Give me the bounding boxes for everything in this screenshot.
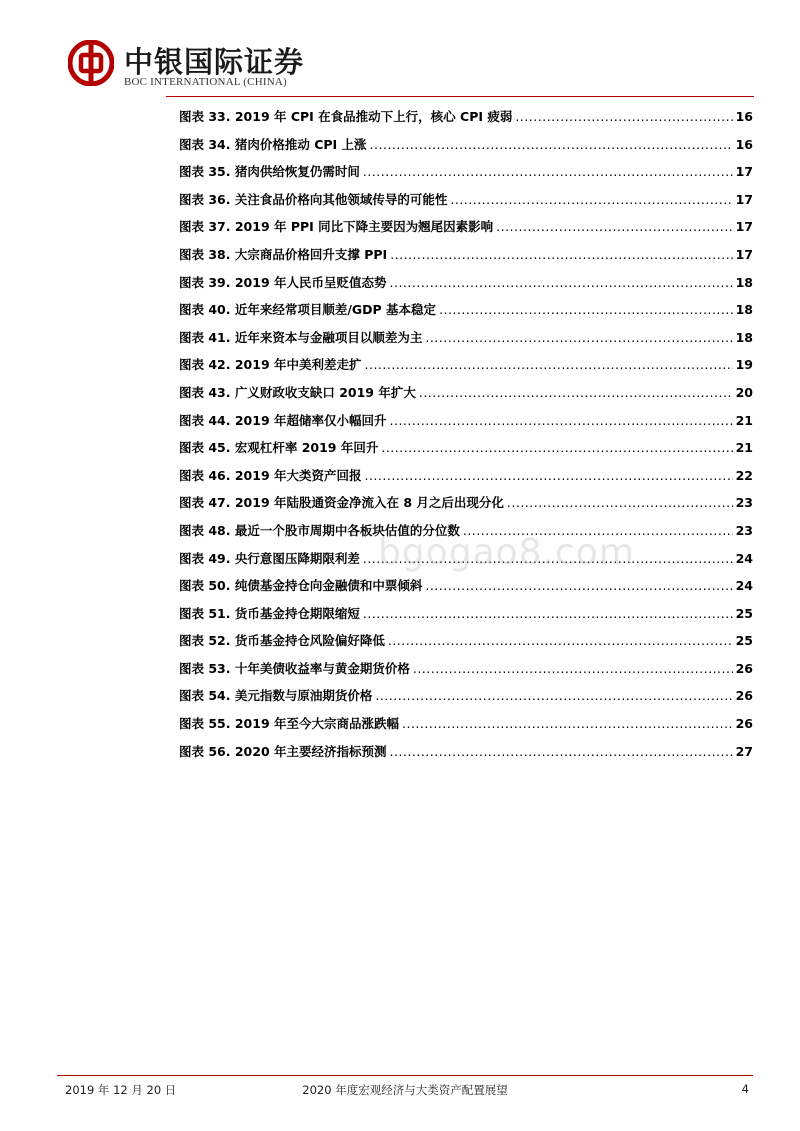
toc-entry[interactable] xyxy=(179,600,753,628)
toc-entry-title: 图表 47. 2019 年陆股通资金净流入在 8 月之后出现分化 xyxy=(179,495,504,511)
toc-entry[interactable] xyxy=(179,158,753,186)
toc-entry[interactable] xyxy=(179,324,753,352)
toc-dot-leader xyxy=(363,600,733,628)
toc-entry-page: 17 xyxy=(735,164,753,180)
toc-entry-page: 16 xyxy=(735,136,753,152)
toc-entry-page: 16 xyxy=(735,109,753,124)
toc-entry-page: 20 xyxy=(735,384,753,400)
toc-entry-page: 25 xyxy=(735,633,753,649)
toc-entry-title: 图表 56. 2020 年主要经济指标预测 xyxy=(179,743,387,759)
toc-dot-leader xyxy=(365,462,733,490)
toc-entry-title: 图表 44. 2019 年超储率仅小幅回升 xyxy=(179,412,387,428)
footer-document-title: 2020 年度宏观经济与大类资产配置展望 xyxy=(302,1083,508,1097)
toc-entry-title: 图表 38. 大宗商品价格回升支撑 PPI xyxy=(179,246,388,262)
toc-entry-page: 23 xyxy=(735,495,753,511)
brand-name-english: BOC INTERNATIONAL (CHINA) xyxy=(124,76,287,88)
toc-entry-page: 27 xyxy=(735,743,753,759)
toc-entry-title: 图表 52. 货币基金持仓风险偏好降低 xyxy=(179,633,385,649)
toc-dot-leader xyxy=(413,655,733,683)
toc-entry[interactable] xyxy=(179,572,753,600)
toc-entry-page: 22 xyxy=(735,467,753,483)
toc-entry-title: 图表 53. 十年美债收益率与黄金期货价格 xyxy=(179,660,410,676)
toc-dot-leader xyxy=(425,324,732,352)
toc-dot-leader xyxy=(419,379,733,407)
toc-entry-page: 18 xyxy=(735,274,753,290)
header-divider xyxy=(166,96,754,97)
toc-entry[interactable] xyxy=(179,517,753,545)
toc-entry-title: 图表 54. 美元指数与原油期货价格 xyxy=(179,688,373,704)
toc-entry[interactable] xyxy=(179,186,753,214)
toc-dot-leader xyxy=(450,186,732,214)
toc-dot-leader xyxy=(439,296,733,324)
toc-entry-page: 26 xyxy=(735,716,753,732)
toc-entry[interactable] xyxy=(179,710,753,738)
toc-entry[interactable] xyxy=(179,351,753,379)
toc-entry[interactable] xyxy=(179,296,753,324)
toc-dot-leader xyxy=(496,213,732,241)
toc-dot-leader xyxy=(425,572,732,600)
toc-entry[interactable] xyxy=(179,103,753,131)
toc-entry-title: 图表 48. 最近一个股市周期中各板块估值的分位数 xyxy=(179,522,460,538)
toc-entry-page: 18 xyxy=(735,302,753,318)
toc-entry-title: 图表 43. 广义财政收支缺口 2019 年扩大 xyxy=(179,384,416,400)
toc-entry-page: 24 xyxy=(735,578,753,594)
toc-entry-title: 图表 46. 2019 年大类资产回报 xyxy=(179,467,362,483)
toc-entry[interactable] xyxy=(179,379,753,407)
footer-date: 2019 年 12 月 20 日 xyxy=(65,1083,177,1097)
toc-entry-page: 17 xyxy=(735,191,753,207)
toc-entry[interactable] xyxy=(179,682,753,710)
toc-dot-leader xyxy=(390,241,732,269)
figure-index-list xyxy=(179,103,753,765)
toc-entry-title: 图表 37. 2019 年 PPI 同比下降主要因为翘尾因素影响 xyxy=(179,219,494,235)
toc-entry-page: 18 xyxy=(735,329,753,345)
toc-entry-page: 25 xyxy=(735,605,753,621)
toc-entry[interactable] xyxy=(179,434,753,462)
toc-entry-title: 图表 49. 央行意图压降期限利差 xyxy=(179,550,360,566)
toc-dot-leader xyxy=(463,517,733,545)
toc-entry-title: 图表 35. 猪肉供给恢复仍需时间 xyxy=(179,164,360,180)
toc-entry-title: 图表 33. 2019 年 CPI 在食品推动下上行，核心 CPI 疲弱 xyxy=(179,109,513,124)
toc-dot-leader xyxy=(363,545,733,573)
footer-page-number: 4 xyxy=(741,1082,749,1096)
toc-entry-title: 图表 39. 2019 年人民币呈贬值态势 xyxy=(179,274,387,290)
toc-entry-title: 图表 42. 2019 年中美利差走扩 xyxy=(179,357,362,373)
toc-entry[interactable] xyxy=(179,269,753,297)
toc-entry[interactable] xyxy=(179,655,753,683)
toc-entry[interactable] xyxy=(179,545,753,573)
footer-divider xyxy=(57,1075,753,1076)
toc-entry[interactable] xyxy=(179,489,753,517)
toc-entry-title: 图表 45. 宏观杠杆率 2019 年回升 xyxy=(179,440,379,456)
brand-name-chinese: 中银国际证券 xyxy=(124,45,305,79)
toc-entry-page: 21 xyxy=(735,440,753,456)
toc-entry[interactable] xyxy=(179,407,753,435)
toc-entry-title: 图表 40. 近年来经常项目顺差/GDP 基本稳定 xyxy=(179,302,437,318)
toc-entry-title: 图表 41. 近年来资本与金融项目以顺差为主 xyxy=(179,329,423,345)
toc-entry[interactable] xyxy=(179,738,753,766)
toc-dot-leader xyxy=(363,158,733,186)
toc-entry[interactable] xyxy=(179,241,753,269)
toc-entry-page: 21 xyxy=(735,412,753,428)
boc-logo-icon xyxy=(68,40,114,86)
toc-dot-leader xyxy=(388,627,733,655)
toc-entry[interactable] xyxy=(179,131,753,159)
page-footer xyxy=(57,1082,753,1100)
toc-entry-page: 17 xyxy=(735,246,753,262)
toc-dot-leader xyxy=(390,407,733,435)
toc-entry-title: 图表 34. 猪肉价格推动 CPI 上涨 xyxy=(179,136,367,152)
toc-entry[interactable] xyxy=(179,627,753,655)
toc-entry-page: 24 xyxy=(735,550,753,566)
toc-entry-title: 图表 51. 货币基金持仓期限缩短 xyxy=(179,605,360,621)
toc-dot-leader xyxy=(515,103,732,131)
toc-entry-page: 19 xyxy=(735,357,753,373)
toc-dot-leader xyxy=(381,434,732,462)
toc-dot-leader xyxy=(390,738,733,766)
toc-entry-page: 23 xyxy=(735,522,753,538)
toc-dot-leader xyxy=(402,710,733,738)
toc-entry-title: 图表 55. 2019 年至今大宗商品涨跌幅 xyxy=(179,716,399,732)
toc-entry-title: 图表 50. 纯债基金持仓向金融债和中票倾斜 xyxy=(179,578,423,594)
toc-dot-leader xyxy=(390,269,733,297)
toc-entry-page: 26 xyxy=(735,660,753,676)
toc-dot-leader xyxy=(365,351,733,379)
toc-entry[interactable] xyxy=(179,213,753,241)
toc-dot-leader xyxy=(375,682,732,710)
toc-entry[interactable] xyxy=(179,462,753,490)
toc-entry-page: 17 xyxy=(735,219,753,235)
watermark: bgogao8.com xyxy=(378,532,635,573)
page-header xyxy=(68,36,748,96)
toc-entry-title: 图表 36. 关注食品价格向其他领域传导的可能性 xyxy=(179,191,448,207)
toc-dot-leader xyxy=(370,131,733,159)
toc-entry-page: 26 xyxy=(735,688,753,704)
toc-dot-leader xyxy=(507,489,733,517)
